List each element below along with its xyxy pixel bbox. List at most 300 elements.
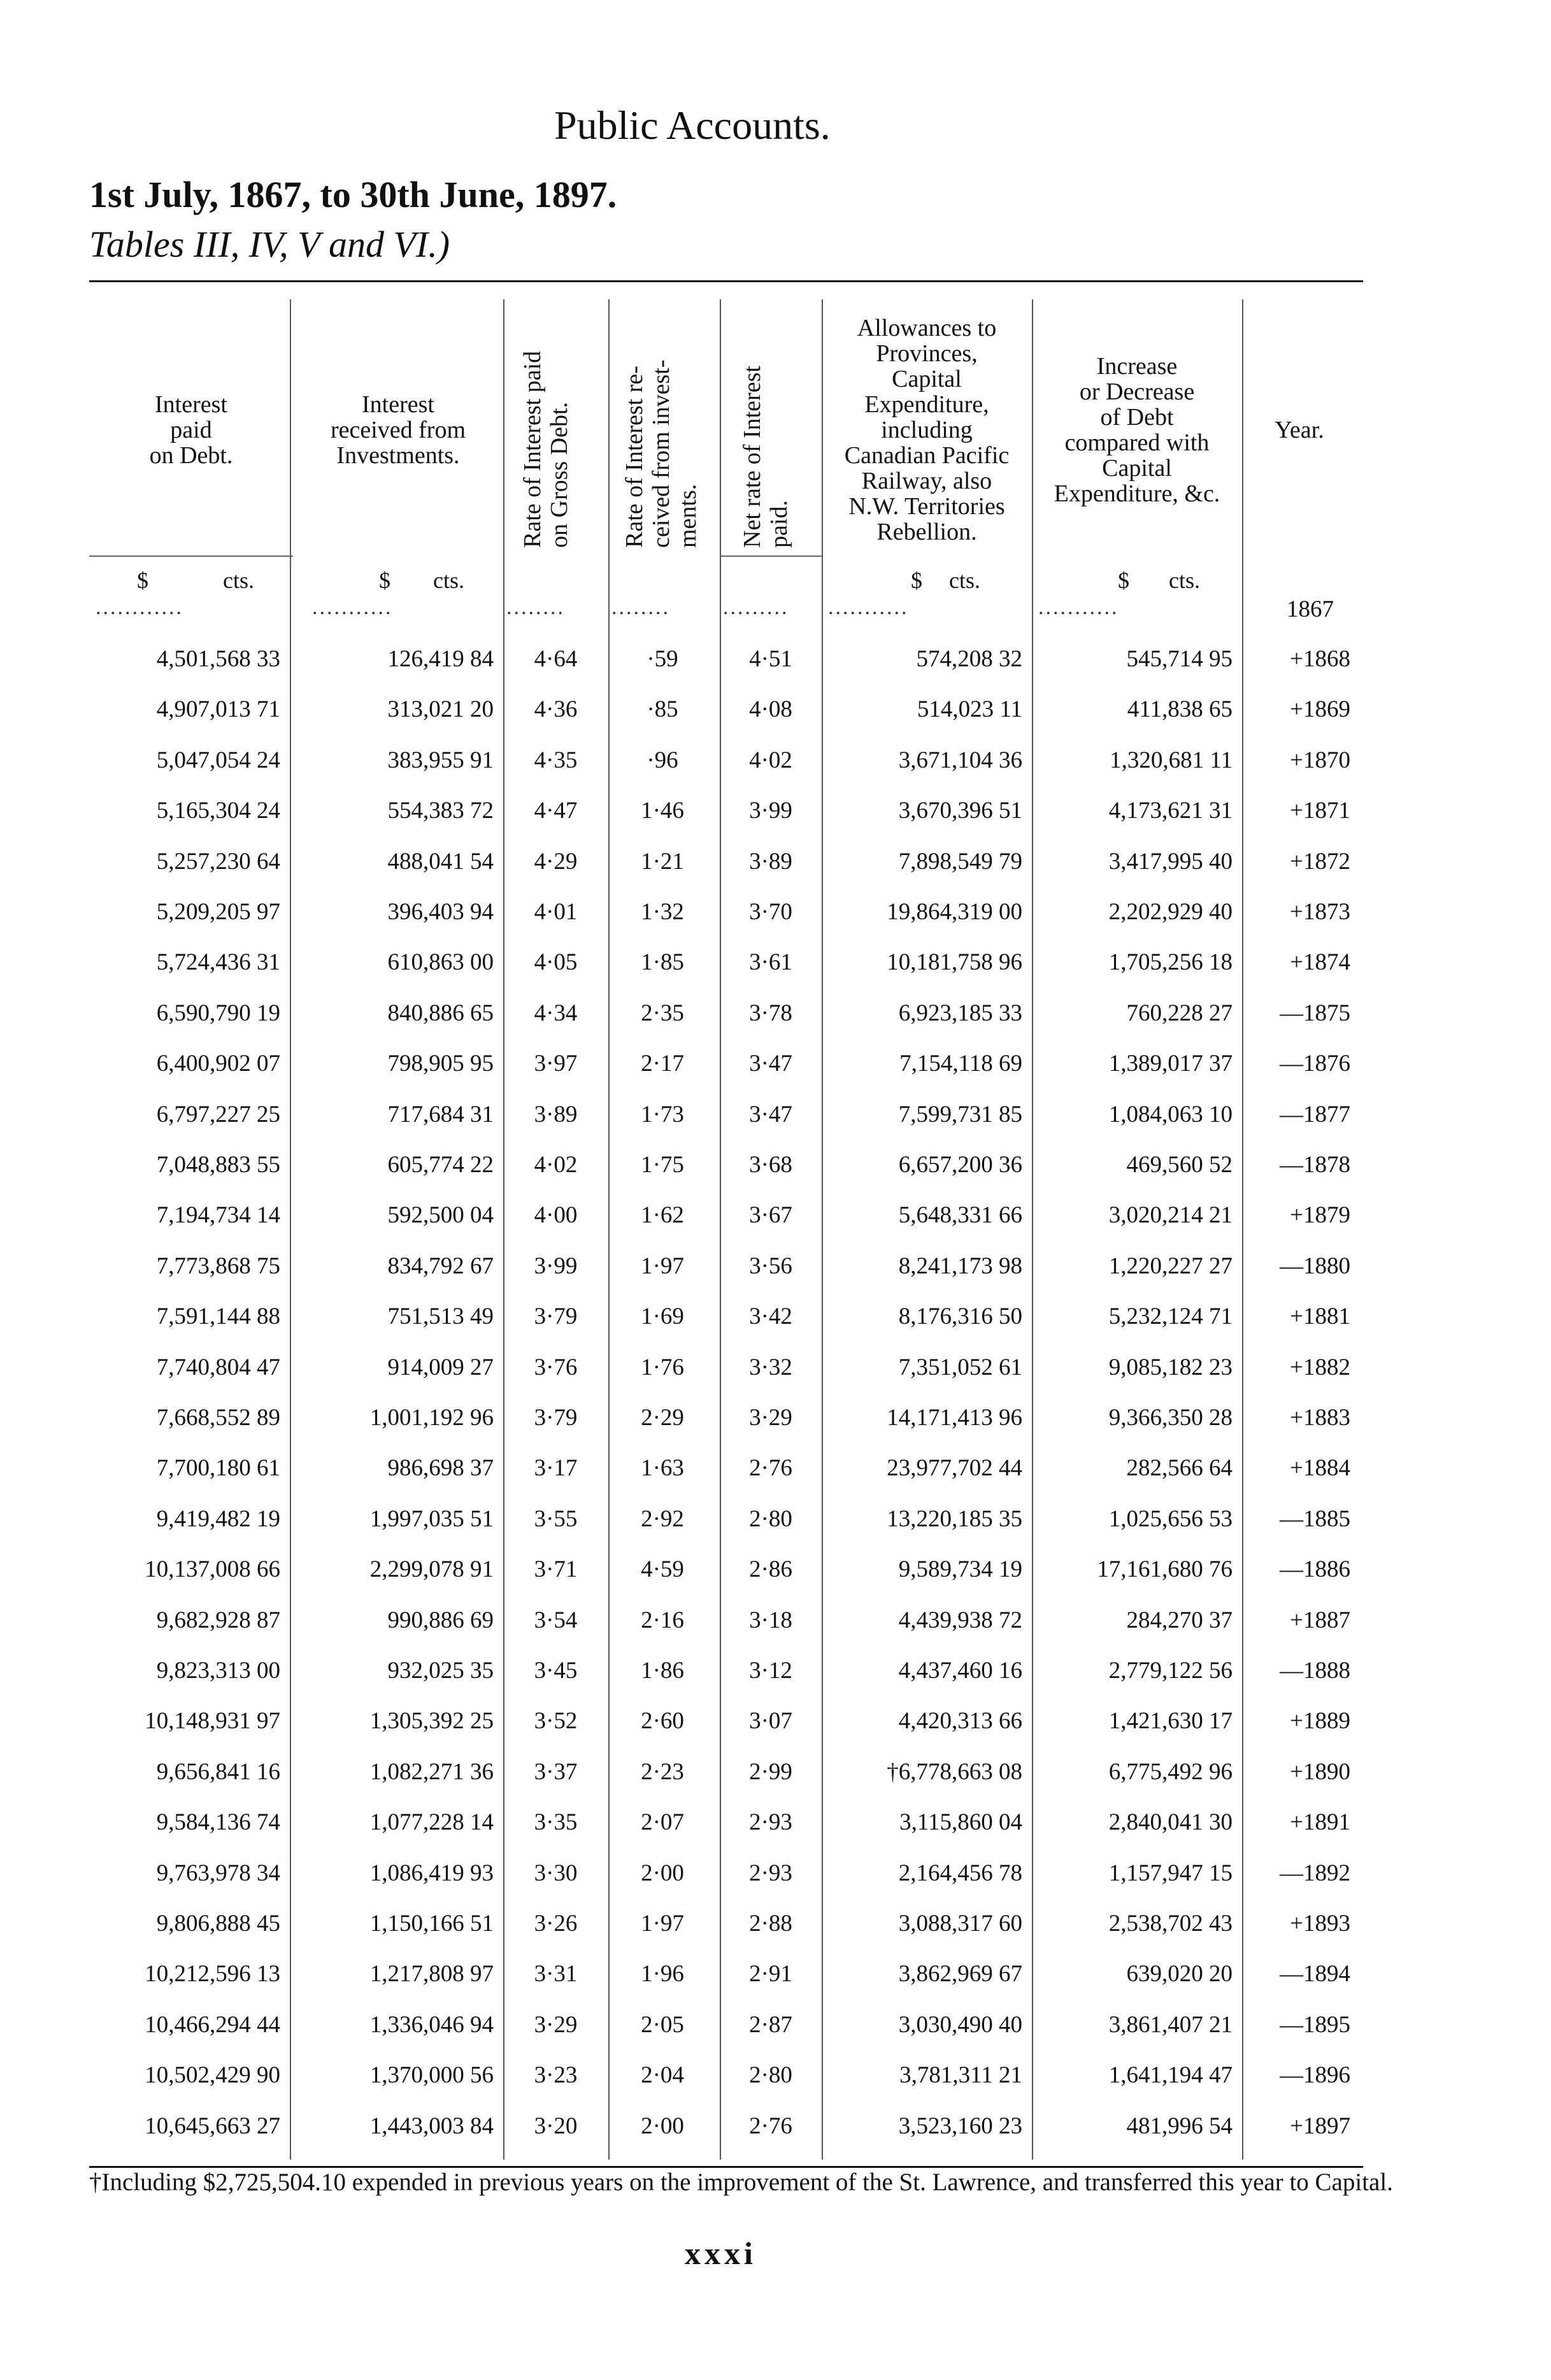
cell-rate-invest: 2·35 <box>641 1000 684 1026</box>
cell-incdec: 4,173,621 31 <box>1108 798 1233 824</box>
cell-allow: 6,923,185 33 <box>898 1000 1022 1026</box>
cell-allow: 8,176,316 50 <box>898 1303 1022 1330</box>
table-row <box>0 2056 1551 2107</box>
cell-year: —1875 <box>1280 1000 1350 1026</box>
first-year: 1867 <box>1287 596 1334 622</box>
header-line: Interest <box>362 391 434 418</box>
cell-paid: 10,148,931 97 <box>145 1708 280 1735</box>
cell-paid: 4,501,568 33 <box>156 646 280 672</box>
cell-allow: 10,181,758 96 <box>887 949 1022 976</box>
table-row <box>0 1196 1551 1247</box>
cell-received: 396,403 94 <box>387 899 494 925</box>
cell-rate-gross: 3·54 <box>534 1607 578 1633</box>
cell-net: 2·76 <box>749 1455 792 1482</box>
cell-year: +1893 <box>1290 1910 1350 1937</box>
cell-allow: 2,164,456 78 <box>898 1860 1022 1886</box>
cell-net: 3·47 <box>749 1050 792 1077</box>
cell-year: +1890 <box>1290 1758 1350 1785</box>
table-row <box>0 893 1551 943</box>
cell-net: 3·07 <box>749 1708 792 1735</box>
cell-incdec: 3,020,214 21 <box>1108 1202 1233 1229</box>
cell-paid: 9,584,136 74 <box>156 1809 280 1836</box>
cell-rate-gross: 3·76 <box>534 1354 578 1380</box>
cell-allow: 8,241,173 98 <box>898 1252 1022 1279</box>
cell-net: 3·89 <box>749 848 792 875</box>
table-row <box>0 1399 1551 1449</box>
cell-net: 3·67 <box>749 1202 792 1229</box>
cell-rate-gross: 3·79 <box>534 1303 578 1330</box>
table-row <box>0 1551 1551 1601</box>
cell-rate-invest: 1·85 <box>641 949 684 976</box>
cell-rate-gross: 4·02 <box>534 1152 578 1178</box>
cell-rate-gross: 3·35 <box>534 1809 578 1836</box>
cell-rate-gross: 4·01 <box>534 899 578 925</box>
header-line: including <box>881 417 973 443</box>
cell-rate-invest: 2·00 <box>641 2112 684 2139</box>
cell-net: 3·42 <box>749 1303 792 1330</box>
cell-received: 592,500 04 <box>387 1202 494 1229</box>
cell-year: —1888 <box>1280 1658 1350 1684</box>
cell-paid: 7,194,734 14 <box>156 1202 280 1229</box>
cell-paid: 9,419,482 19 <box>156 1505 280 1532</box>
header-line: Railway, also <box>861 468 992 494</box>
cell-rate-invest: 1·97 <box>641 1252 684 1279</box>
header-net-rate <box>739 366 792 548</box>
table-row <box>0 2107 1551 2158</box>
cell-net: 3·18 <box>749 1607 792 1633</box>
table-row <box>0 1449 1551 1500</box>
cell-allow: 4,437,460 16 <box>898 1658 1022 1684</box>
header-line: Expenditure, &c. <box>1054 480 1220 507</box>
cell-rate-gross: 3·97 <box>534 1050 578 1077</box>
header-line: ceived from invest- <box>648 359 675 548</box>
header-rate-invest <box>621 360 701 548</box>
cell-received: 751,513 49 <box>387 1303 494 1330</box>
header-line: Capital <box>892 366 962 392</box>
unit-dollar: $ <box>1118 568 1129 593</box>
header-line: Capital <box>1102 455 1172 482</box>
cell-rate-gross: 3·71 <box>534 1556 578 1583</box>
cell-incdec: 1,220,227 27 <box>1108 1252 1233 1279</box>
cell-incdec: 3,861,407 21 <box>1108 2011 1233 2038</box>
table-row <box>0 1702 1551 1753</box>
cell-paid: 7,668,552 89 <box>156 1405 280 1431</box>
cell-rate-gross: 4·64 <box>534 646 578 672</box>
unit-dollar: $ <box>137 568 148 593</box>
header-line: on Debt. <box>149 442 233 469</box>
table-row <box>0 1146 1551 1196</box>
table-row <box>0 1602 1551 1652</box>
cell-allow: 6,657,200 36 <box>898 1152 1022 1178</box>
cell-incdec: 1,705,256 18 <box>1108 949 1233 976</box>
cell-rate-gross: 3·52 <box>534 1708 578 1735</box>
cell-paid: 5,209,205 97 <box>156 899 280 925</box>
cell-received: 990,886 69 <box>387 1607 494 1633</box>
cell-net: 3·68 <box>749 1152 792 1178</box>
unit-cents: cts. <box>223 568 254 593</box>
header-line: paid. <box>766 500 792 548</box>
cell-rate-invest: 2·29 <box>641 1405 684 1431</box>
table-row <box>0 691 1551 741</box>
header-underline <box>720 556 822 557</box>
cell-paid: 7,773,868 75 <box>156 1252 280 1279</box>
dotted-leader: ........... <box>312 596 393 619</box>
cell-received: 610,863 00 <box>387 949 494 976</box>
cell-year: +1870 <box>1290 747 1350 773</box>
cell-paid: 9,763,978 34 <box>156 1860 280 1886</box>
table-row <box>0 943 1551 994</box>
cell-received: 834,792 67 <box>387 1252 494 1279</box>
cell-allow: 4,439,938 72 <box>898 1607 1022 1633</box>
header-year: Year. <box>1275 417 1324 443</box>
table-row <box>0 2006 1551 2056</box>
cell-net: 3·47 <box>749 1101 792 1128</box>
dotted-leader: ........... <box>828 596 909 619</box>
cell-rate-gross: 4·35 <box>534 747 578 773</box>
header-underline <box>89 556 293 557</box>
cell-rate-gross: 4·47 <box>534 798 578 824</box>
header-line: N.W. Territories <box>848 493 1005 520</box>
cell-paid: 10,137,008 66 <box>145 1556 280 1583</box>
table-row <box>0 1905 1551 1955</box>
cell-rate-gross: 4·36 <box>534 696 578 723</box>
cell-received: 1,336,046 94 <box>369 2011 494 2038</box>
cell-rate-invest: 1·96 <box>641 1961 684 1988</box>
cell-paid: 7,740,804 47 <box>156 1354 280 1380</box>
cell-paid: 10,502,429 90 <box>145 2062 280 2089</box>
cell-rate-invest: 1·21 <box>641 848 684 875</box>
period-heading: 1st July, 1867, to 30th June, 1897. <box>89 174 617 215</box>
cell-net: 3·32 <box>749 1354 792 1380</box>
cell-incdec: 1,389,017 37 <box>1108 1050 1233 1077</box>
cell-received: 1,443,003 84 <box>369 2112 494 2139</box>
cell-allow: 23,977,702 44 <box>887 1455 1022 1482</box>
cell-paid: 5,257,230 64 <box>156 848 280 875</box>
cell-rate-invest: 2·04 <box>641 2062 684 2089</box>
cell-incdec: 411,838 65 <box>1127 696 1233 723</box>
cell-allow: 9,589,734 19 <box>898 1556 1022 1583</box>
header-line: Rebellion. <box>876 519 977 545</box>
cell-received: 2,299,078 91 <box>369 1556 494 1583</box>
header-line: Canadian Pacific <box>844 442 1010 469</box>
cell-net: 4·02 <box>749 747 792 773</box>
header-line: Net rate of Interest <box>739 366 766 548</box>
cell-received: 1,001,192 96 <box>369 1405 494 1431</box>
cell-net: 2·99 <box>749 1758 792 1785</box>
cell-incdec: 2,202,929 40 <box>1108 899 1233 925</box>
cell-year: +1874 <box>1290 949 1350 976</box>
cell-received: 488,041 54 <box>387 848 494 875</box>
unit-cents: cts. <box>433 568 464 593</box>
cell-year: +1879 <box>1290 1202 1350 1229</box>
cell-incdec: 1,084,063 10 <box>1108 1101 1233 1128</box>
cell-incdec: 2,538,702 43 <box>1108 1910 1233 1937</box>
header-line: paid <box>170 417 212 443</box>
cell-rate-invest: 2·16 <box>641 1607 684 1633</box>
cell-rate-invest: 2·05 <box>641 2011 684 2038</box>
table-row <box>0 1753 1551 1803</box>
table-row <box>0 1955 1551 2005</box>
cell-received: 313,021 20 <box>387 696 494 723</box>
cell-rate-gross: 3·45 <box>534 1658 578 1684</box>
cell-incdec: 1,025,656 53 <box>1108 1505 1233 1532</box>
cell-rate-invest: 2·60 <box>641 1708 684 1735</box>
cell-rate-gross: 3·26 <box>534 1910 578 1937</box>
cell-incdec: 1,421,630 17 <box>1108 1708 1233 1735</box>
cell-allow: 14,171,413 96 <box>887 1405 1022 1431</box>
cell-allow: 7,154,118 69 <box>899 1050 1022 1077</box>
header-line: Rate of Interest paid <box>519 350 546 548</box>
cell-incdec: 17,161,680 76 <box>1097 1556 1233 1583</box>
cell-year: +1882 <box>1290 1354 1350 1380</box>
dotted-leader: ........... <box>1038 596 1119 619</box>
header-line: Allowances to <box>857 315 997 341</box>
unit-dollar: $ <box>911 568 922 593</box>
cell-year: —1885 <box>1280 1505 1350 1532</box>
page-title: Public Accounts. <box>554 103 831 148</box>
cell-paid: 9,656,841 16 <box>156 1758 280 1785</box>
cell-year: —1877 <box>1280 1101 1350 1128</box>
header-line: ments. <box>675 484 701 548</box>
cell-allow: 7,351,052 61 <box>898 1354 1022 1380</box>
header-rate-gross <box>519 351 573 548</box>
cell-paid: 9,823,313 00 <box>156 1658 280 1684</box>
cell-rate-invest: 1·73 <box>641 1101 684 1128</box>
cell-year: —1894 <box>1280 1961 1350 1988</box>
cell-received: 1,217,808 97 <box>369 1961 494 1988</box>
cell-year: +1884 <box>1290 1455 1350 1482</box>
header-line: Investments. <box>336 442 460 469</box>
cell-paid: 10,645,663 27 <box>145 2112 280 2139</box>
cell-year: —1878 <box>1280 1152 1350 1178</box>
cell-net: 2·80 <box>749 1505 792 1532</box>
page-number: xxxi <box>685 2235 757 2271</box>
cell-year: +1889 <box>1290 1708 1350 1735</box>
cell-received: 840,886 65 <box>387 1000 494 1026</box>
cell-year: —1895 <box>1280 2011 1350 2038</box>
table-row <box>0 1096 1551 1146</box>
cell-paid: 6,590,790 19 <box>156 1000 280 1026</box>
cell-received: 605,774 22 <box>387 1152 494 1178</box>
cell-allow: 19,864,319 00 <box>887 899 1022 925</box>
cell-allow: 3,670,396 51 <box>898 798 1022 824</box>
cell-allow: 3,115,860 04 <box>899 1809 1022 1836</box>
header-line: or Decrease <box>1079 378 1195 405</box>
cell-received: 554,383 72 <box>387 798 494 824</box>
cell-year: +1873 <box>1290 899 1350 925</box>
table-row <box>0 1500 1551 1551</box>
footnote: †Including $2,725,504.10 expended in previous years on the improvement of the St. Lawrence, and transferred this year to Capital. <box>89 2169 1393 2196</box>
header-line: Rate of Interest re- <box>621 366 648 548</box>
table-top-rule <box>89 280 1363 282</box>
cell-paid: 4,907,013 71 <box>156 696 280 723</box>
cell-rate-gross: 4·29 <box>534 848 578 875</box>
cell-net: 3·99 <box>749 798 792 824</box>
cell-net: 4·51 <box>749 646 792 672</box>
cell-allow: 3,088,317 60 <box>898 1910 1022 1937</box>
cell-received: 1,086,419 93 <box>369 1860 494 1886</box>
header-line: received from <box>330 417 466 443</box>
table-row <box>0 640 1551 691</box>
cell-rate-gross: 3·23 <box>534 2062 578 2089</box>
cell-year: +1869 <box>1290 696 1350 723</box>
cell-year: +1868 <box>1290 646 1350 672</box>
unit-cents: cts. <box>1169 568 1200 593</box>
cell-allow: 5,648,331 66 <box>898 1202 1022 1229</box>
cell-received: 1,150,166 51 <box>369 1910 494 1937</box>
table-row <box>0 1349 1551 1399</box>
cell-incdec: 5,232,124 71 <box>1108 1303 1233 1330</box>
cell-incdec: 2,779,122 56 <box>1108 1658 1233 1684</box>
cell-rate-invest: ·59 <box>647 646 678 672</box>
header-interest-paid <box>96 392 287 468</box>
cell-incdec: 1,641,194 47 <box>1108 2062 1233 2089</box>
cell-rate-invest: 1·63 <box>641 1455 684 1482</box>
cell-rate-invest: 1·46 <box>641 798 684 824</box>
cell-net: 3·29 <box>749 1405 792 1431</box>
cell-net: 2·80 <box>749 2062 792 2089</box>
cell-paid: 10,466,294 44 <box>145 2011 280 2038</box>
cell-received: 717,684 31 <box>387 1101 494 1128</box>
cell-year: +1871 <box>1290 798 1350 824</box>
cell-allow: 3,030,490 40 <box>898 2011 1022 2038</box>
cell-paid: 9,682,928 87 <box>156 1607 280 1633</box>
cell-rate-gross: 3·31 <box>534 1961 578 1988</box>
cell-paid: 10,212,596 13 <box>145 1961 280 1988</box>
cell-rate-invest: 1·86 <box>641 1658 684 1684</box>
cell-rate-invest: ·85 <box>647 696 678 723</box>
cell-year: —1880 <box>1280 1252 1350 1279</box>
cell-year: +1883 <box>1290 1405 1350 1431</box>
cell-incdec: 481,996 54 <box>1126 2112 1233 2139</box>
cell-rate-invest: 1·32 <box>641 899 684 925</box>
header-line: Expenditure, <box>864 391 989 418</box>
cell-year: +1872 <box>1290 848 1350 875</box>
cell-allow: †6,778,663 08 <box>887 1758 1022 1785</box>
header-line: Provinces, <box>876 340 978 367</box>
cell-received: 1,077,228 14 <box>369 1809 494 1836</box>
cell-incdec: 9,085,182 23 <box>1108 1354 1233 1380</box>
cell-rate-invest: 1·75 <box>641 1152 684 1178</box>
cell-received: 126,419 84 <box>387 646 494 672</box>
cell-incdec: 282,566 64 <box>1126 1455 1233 1482</box>
table-row <box>0 1298 1551 1348</box>
dotted-leader: ........ <box>611 596 670 619</box>
table-row <box>0 1045 1551 1095</box>
cell-incdec: 9,366,350 28 <box>1108 1405 1233 1431</box>
cell-rate-gross: 3·20 <box>534 2112 578 2139</box>
cell-incdec: 639,020 20 <box>1126 1961 1233 1988</box>
cell-incdec: 469,560 52 <box>1126 1152 1233 1178</box>
cell-net: 2·76 <box>749 2112 792 2139</box>
cell-net: 2·87 <box>749 2011 792 2038</box>
header-allowances <box>822 315 1032 545</box>
cell-allow: 7,898,549 79 <box>898 848 1022 875</box>
cell-year: +1881 <box>1290 1303 1350 1330</box>
cell-rate-gross: 4·34 <box>534 1000 578 1026</box>
cell-rate-invest: 2·17 <box>641 1050 684 1077</box>
cell-allow: 7,599,731 85 <box>898 1101 1022 1128</box>
cell-received: 932,025 35 <box>387 1658 494 1684</box>
header-line: Increase <box>1096 353 1178 380</box>
table-row <box>0 1854 1551 1905</box>
cell-received: 798,905 95 <box>387 1050 494 1077</box>
cell-rate-gross: 3·55 <box>534 1505 578 1532</box>
cell-rate-invest: 1·76 <box>641 1354 684 1380</box>
cell-year: —1892 <box>1280 1860 1350 1886</box>
cell-rate-gross: 4·05 <box>534 949 578 976</box>
unit-cents: cts. <box>949 568 980 593</box>
tables-reference: Tables III, IV, V and VI.) <box>89 224 450 265</box>
cell-paid: 7,048,883 55 <box>156 1152 280 1178</box>
header-line: on Gross Debt. <box>546 401 573 548</box>
cell-rate-gross: 3·99 <box>534 1252 578 1279</box>
cell-incdec: 284,270 37 <box>1126 1607 1233 1633</box>
cell-rate-invest: 2·92 <box>641 1505 684 1532</box>
cell-net: 3·61 <box>749 949 792 976</box>
cell-received: 1,082,271 36 <box>369 1758 494 1785</box>
cell-allow: 3,523,160 23 <box>898 2112 1022 2139</box>
cell-net: 2·86 <box>749 1556 792 1583</box>
cell-received: 914,009 27 <box>387 1354 494 1380</box>
cell-received: 1,305,392 25 <box>369 1708 494 1735</box>
cell-incdec: 2,840,041 30 <box>1108 1809 1233 1836</box>
cell-incdec: 760,228 27 <box>1126 1000 1233 1026</box>
cell-net: 2·91 <box>749 1961 792 1988</box>
table-row <box>0 1247 1551 1298</box>
dotted-leader: ......... <box>723 596 789 619</box>
cell-incdec: 545,714 95 <box>1126 646 1233 672</box>
cell-incdec: 1,320,681 11 <box>1110 747 1233 773</box>
cell-rate-invest: 2·07 <box>641 1809 684 1836</box>
cell-incdec: 3,417,995 40 <box>1108 848 1233 875</box>
table-row <box>0 742 1551 792</box>
cell-year: —1886 <box>1280 1556 1350 1583</box>
cell-year: —1876 <box>1280 1050 1350 1077</box>
dotted-leader: ............ <box>96 596 183 619</box>
cell-year: —1896 <box>1280 2062 1350 2089</box>
cell-net: 3·78 <box>749 1000 792 1026</box>
cell-net: 3·70 <box>749 899 792 925</box>
cell-allow: 3,781,311 21 <box>899 2062 1022 2089</box>
cell-rate-invest: ·96 <box>647 747 678 773</box>
cell-paid: 5,047,054 24 <box>156 747 280 773</box>
cell-received: 1,997,035 51 <box>369 1505 494 1532</box>
cell-allow: 574,208 32 <box>916 646 1022 672</box>
table-row <box>0 1652 1551 1702</box>
cell-rate-gross: 3·79 <box>534 1405 578 1431</box>
cell-year: +1897 <box>1290 2112 1350 2139</box>
cell-allow: 514,023 11 <box>917 696 1022 723</box>
dotted-leader: ........ <box>506 596 565 619</box>
cell-net: 2·93 <box>749 1809 792 1836</box>
cell-rate-gross: 4·00 <box>534 1202 578 1229</box>
cell-net: 2·88 <box>749 1910 792 1937</box>
cell-net: 3·12 <box>749 1658 792 1684</box>
header-interest-received <box>296 392 500 468</box>
cell-rate-gross: 3·89 <box>534 1101 578 1128</box>
cell-allow: 13,220,185 35 <box>887 1505 1022 1532</box>
cell-rate-invest: 2·23 <box>641 1758 684 1785</box>
table-row <box>0 843 1551 893</box>
header-increase-decrease <box>1032 354 1242 506</box>
cell-net: 3·56 <box>749 1252 792 1279</box>
cell-net: 4·08 <box>749 696 792 723</box>
table-bottom-rule <box>89 2166 1363 2168</box>
cell-paid: 6,400,902 07 <box>156 1050 280 1077</box>
header-line: of Debt <box>1100 404 1174 431</box>
header-line: Interest <box>155 391 227 418</box>
